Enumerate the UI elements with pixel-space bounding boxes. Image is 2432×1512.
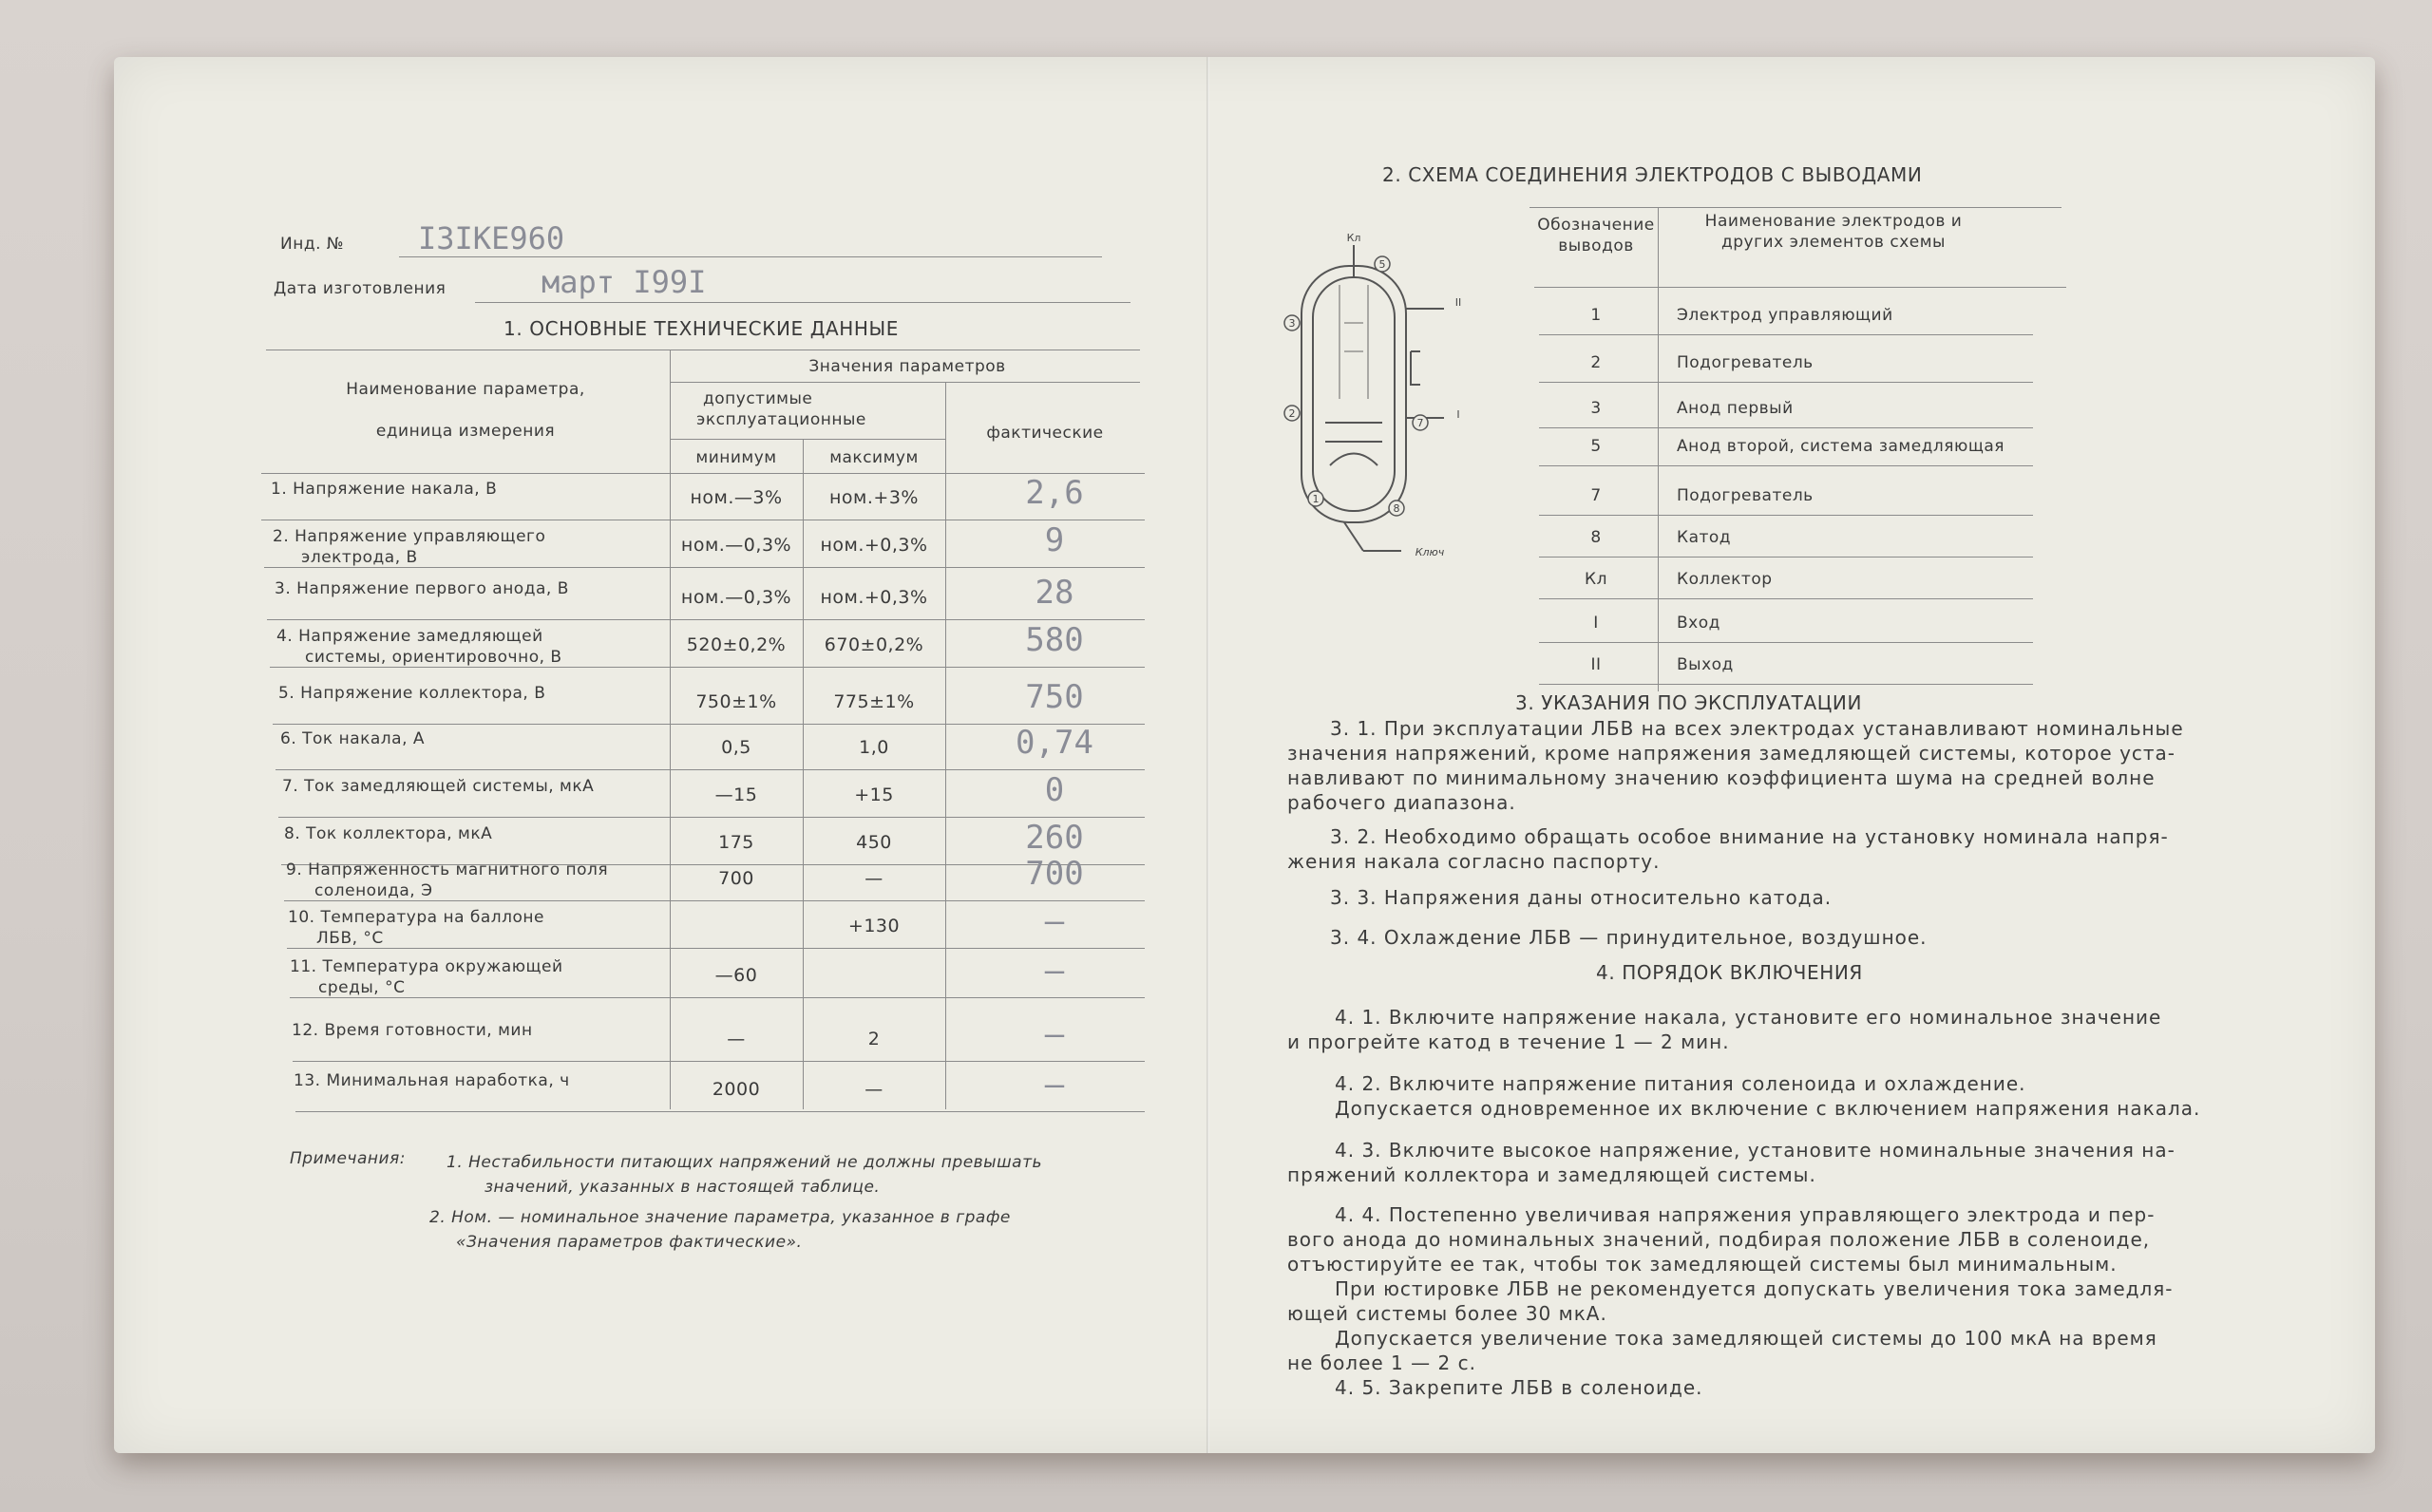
param-actual: 580 bbox=[1025, 621, 1084, 659]
param-max: ном.+3% bbox=[829, 487, 919, 508]
section1-title: 1. ОСНОВНЫЕ ТЕХНИЧЕСКИЕ ДАННЫЕ bbox=[504, 317, 900, 340]
param-actual: 9 bbox=[1044, 521, 1065, 559]
p32-line2: жения накала согласно паспорту. bbox=[1287, 850, 1661, 873]
param-min: ном.—0,3% bbox=[680, 535, 792, 556]
param-name-cont: среды, °С bbox=[318, 978, 406, 997]
note2-line1: 2. Ном. — номинальное значение параметра, указанное в графе bbox=[429, 1208, 1011, 1227]
pin-designation: 8 bbox=[1590, 528, 1602, 547]
param-min: ном.—3% bbox=[690, 487, 783, 508]
ind-label: Инд. № bbox=[280, 235, 345, 254]
p41-line1: 4. 1. Включите напряжение накала, установите его номинальное значение bbox=[1335, 1006, 2162, 1029]
param-min: 0,5 bbox=[721, 737, 751, 758]
param-actual: 260 bbox=[1025, 819, 1084, 857]
param-name: 3. Напряжение первого анода, В bbox=[275, 579, 569, 598]
note2-line2: «Значения параметров фактические». bbox=[456, 1233, 803, 1252]
param-max: — bbox=[864, 1079, 884, 1100]
notes-label: Примечания: bbox=[290, 1149, 406, 1168]
pin-designation: II bbox=[1590, 655, 1602, 674]
p42-line1: 4. 2. Включите напряжение питания соленоида и охлаждение. bbox=[1335, 1072, 2026, 1095]
date-value: март I99I bbox=[542, 264, 707, 300]
param-max: 2 bbox=[867, 1029, 881, 1049]
col-allowed-line1: допустимые bbox=[703, 389, 813, 408]
param-name: 2. Напряжение управляющего bbox=[273, 527, 546, 546]
p44-line3: отъюстируйте ее так, чтобы ток замедляющей системы был минимальным. bbox=[1287, 1253, 2118, 1276]
p42-line2: Допускается одновременное их включение с включением напряжения накала. bbox=[1335, 1097, 2201, 1120]
param-max: 1,0 bbox=[859, 737, 889, 758]
pin-designation: 2 bbox=[1590, 353, 1602, 372]
label-out1: I bbox=[1456, 408, 1460, 421]
pin-designation: Кл bbox=[1585, 570, 1607, 589]
param-name-cont: электрода, В bbox=[301, 548, 418, 567]
param-max: 450 bbox=[856, 832, 892, 853]
p44-line5: ющей системы более 30 мкА. bbox=[1287, 1302, 1607, 1325]
param-name-cont: системы, ориентировочно, В bbox=[305, 648, 562, 667]
param-actual: 0,74 bbox=[1016, 724, 1093, 762]
tube-envelope bbox=[1302, 266, 1406, 522]
label-kl: Кл bbox=[1346, 232, 1361, 244]
col-param-line1: Наименование параметра, bbox=[346, 380, 585, 399]
param-actual: 28 bbox=[1035, 574, 1074, 612]
col-electrode-name: Наименование электродов и других элементов схемы bbox=[1704, 212, 1963, 252]
param-min: 520±0,2% bbox=[686, 634, 787, 655]
param-actual: 0 bbox=[1044, 771, 1065, 809]
param-max: +130 bbox=[847, 916, 901, 936]
pin-designation: 5 bbox=[1590, 437, 1602, 456]
pin-designation: 1 bbox=[1590, 306, 1602, 325]
col-designation: Обозначение выводов bbox=[1537, 216, 1655, 255]
col-param-line2: единица измерения bbox=[375, 422, 556, 441]
pin-electrode-name: Вход bbox=[1677, 614, 1720, 633]
pin-electrode-name: Подогреватель bbox=[1677, 353, 1814, 372]
pin-electrode-name: Анод второй, система замедляющая bbox=[1677, 437, 2004, 456]
param-min: 750±1% bbox=[695, 691, 777, 712]
pin-electrode-name: Коллектор bbox=[1677, 570, 1773, 589]
p43-line1: 4. 3. Включите высокое напряжение, установите номинальные значения на- bbox=[1335, 1139, 2176, 1162]
param-name: 1. Напряжение накала, В bbox=[271, 480, 498, 499]
pin-electrode-name: Выход bbox=[1677, 655, 1734, 674]
p31-line4: рабочего диапазона. bbox=[1287, 791, 1516, 814]
p32-line1: 3. 2. Необходимо обращать особое внимание на установку номинала напря- bbox=[1330, 825, 2169, 848]
param-actual: — bbox=[1044, 952, 1065, 990]
p34: 3. 4. Охлаждение ЛБВ — принудительное, воздушное. bbox=[1330, 926, 1928, 949]
svg-text:2: 2 bbox=[1288, 407, 1296, 420]
col-actual: фактические bbox=[986, 424, 1104, 443]
param-name: 12. Время готовности, мин bbox=[292, 1021, 533, 1040]
param-actual: — bbox=[1044, 1066, 1065, 1104]
svg-text:8: 8 bbox=[1393, 502, 1400, 515]
date-label: Дата изготовления bbox=[274, 279, 446, 298]
param-max: 670±0,2% bbox=[824, 634, 924, 655]
p31-line3: навливают по минимальному значению коэффициента шума на средней волне bbox=[1287, 766, 2156, 789]
svg-text:3: 3 bbox=[1288, 317, 1296, 330]
param-name: 6. Ток накала, А bbox=[280, 729, 426, 748]
pin-electrode-name: Подогреватель bbox=[1677, 486, 1814, 505]
p44-line6: Допускается увеличение тока замедляющей системы до 100 мкА на время bbox=[1335, 1327, 2157, 1350]
param-min: 2000 bbox=[712, 1079, 761, 1100]
param-name: 7. Ток замедляющей системы, мкА bbox=[282, 777, 595, 796]
col-max: максимум bbox=[829, 448, 919, 467]
param-name: 8. Ток коллектора, мкА bbox=[284, 824, 493, 843]
param-max: ном.+0,3% bbox=[820, 587, 928, 608]
param-name-cont: ЛБВ, °С bbox=[316, 929, 384, 948]
p43-line2: пряжений коллектора и замедляющей системы. bbox=[1287, 1163, 1816, 1186]
param-name: 10. Температура на баллоне bbox=[288, 908, 545, 927]
param-min: —15 bbox=[714, 784, 758, 805]
param-actual: — bbox=[1044, 902, 1065, 940]
param-actual: 2,6 bbox=[1025, 474, 1084, 512]
param-name-cont: соленоида, Э bbox=[314, 881, 433, 900]
param-name: 5. Напряжение коллектора, В bbox=[278, 684, 546, 703]
col-values: Значения параметров bbox=[808, 357, 1006, 376]
pin-electrode-name: Анод первый bbox=[1677, 399, 1794, 418]
param-actual: 750 bbox=[1025, 678, 1084, 716]
label-key: Ключ bbox=[1415, 546, 1445, 558]
p44-line4: При юстировке ЛБВ не рекомендуется допускать увеличения тока замедля- bbox=[1335, 1277, 2174, 1300]
param-name: 4. Напряжение замедляющей bbox=[276, 627, 543, 646]
p33: 3. 3. Напряжения даны относительно катода. bbox=[1330, 886, 1833, 909]
note1-line2: значений, указанных в настоящей таблице. bbox=[484, 1178, 881, 1197]
param-name: 11. Температура окружающей bbox=[290, 957, 563, 976]
p44-line7: не более 1 — 2 с. bbox=[1287, 1351, 1476, 1374]
param-name: 9. Напряженность магнитного поля bbox=[286, 860, 609, 879]
param-min: 175 bbox=[718, 832, 754, 853]
pin-designation: 3 bbox=[1590, 399, 1602, 418]
p41-line2: и прогрейте катод в течение 1 — 2 мин. bbox=[1287, 1030, 1730, 1053]
p45: 4. 5. Закрепите ЛБВ в соленоиде. bbox=[1335, 1376, 1703, 1399]
section4-title: 4. ПОРЯДОК ВКЛЮЧЕНИЯ bbox=[1596, 961, 1863, 984]
param-max: 775±1% bbox=[833, 691, 915, 712]
param-max: ном.+0,3% bbox=[820, 535, 928, 556]
ind-value: I3IKE960 bbox=[418, 220, 565, 256]
section3-title: 3. УКАЗАНИЯ ПО ЭКСПЛУАТАЦИИ bbox=[1515, 691, 1863, 714]
p44-line1: 4. 4. Постепенно увеличивая напряжения управляющего электрода и пер- bbox=[1335, 1203, 2156, 1226]
svg-text:1: 1 bbox=[1312, 493, 1320, 505]
svg-text:5: 5 bbox=[1378, 258, 1386, 271]
section2-title: 2. СХЕМА СОЕДИНЕНИЯ ЭЛЕКТРОДОВ С ВЫВОДАМИ bbox=[1382, 163, 1923, 186]
p31-line2: значения напряжений, кроме напряжения замедляющей системы, которое уста- bbox=[1287, 742, 2176, 765]
tube-diagram bbox=[1264, 228, 1482, 570]
param-min: ном.—0,3% bbox=[680, 587, 792, 608]
center-fold bbox=[1206, 57, 1209, 1453]
param-actual: — bbox=[1044, 1015, 1065, 1053]
pin-electrode-name: Электрод управляющий bbox=[1677, 306, 1893, 325]
pin-designation: I bbox=[1593, 614, 1599, 633]
param-max: +15 bbox=[854, 784, 894, 805]
pin-electrode-name: Катод bbox=[1677, 528, 1732, 547]
note1-line1: 1. Нестабильности питающих напряжений не должны превышать bbox=[446, 1153, 1042, 1172]
col-min: минимум bbox=[695, 448, 777, 467]
param-min: — bbox=[727, 1029, 746, 1049]
param-min: 700 bbox=[718, 868, 754, 889]
col-allowed-line2: эксплуатационные bbox=[696, 410, 866, 429]
p44-line2: вого анода до номинальных значений, подбирая положение ЛБВ в соленоиде, bbox=[1287, 1228, 2151, 1251]
p31-line1: 3. 1. При эксплуатации ЛБВ на всех электродах устанавливают номинальные bbox=[1330, 717, 2184, 740]
param-max: — bbox=[864, 868, 884, 889]
param-actual: 700 bbox=[1025, 855, 1084, 893]
label-out2: II bbox=[1454, 296, 1462, 309]
pin-designation: 7 bbox=[1590, 486, 1602, 505]
svg-text:7: 7 bbox=[1416, 417, 1424, 429]
param-name: 13. Минимальная наработка, ч bbox=[294, 1071, 570, 1090]
param-min: —60 bbox=[714, 965, 758, 986]
